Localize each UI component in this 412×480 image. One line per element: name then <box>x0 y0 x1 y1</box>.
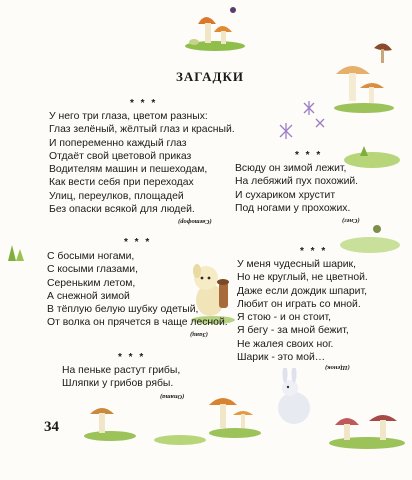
poem-line: А снежной зимой <box>47 290 130 302</box>
poem-line: От волка он прячется в чаще лесной. <box>47 317 228 329</box>
poem-line: Водителям машин и пешеходам, <box>49 164 208 176</box>
poem-line: Без опаски всякой для людей. <box>49 204 195 216</box>
mushrooms-top-illustration <box>180 2 250 52</box>
poem-line: У него три глаза, цветом разных: <box>49 111 208 122</box>
poem-line: Как вести себя при переходах <box>49 177 194 189</box>
hare-illustration <box>268 368 318 430</box>
poem-line: Даже если дождик шпарит, <box>237 285 367 297</box>
poem-line: С косыми глазами, <box>47 264 138 276</box>
riddle-5-answer: (Опята) <box>160 393 185 400</box>
poem-line: Всюду он зимой лежит, <box>235 163 347 174</box>
riddle-3-poem <box>47 250 228 330</box>
riddle-1-answer: (Светофор) <box>178 218 212 225</box>
riddle-3-stars: * * * <box>124 237 152 248</box>
grass-bottom-illustration <box>150 428 210 448</box>
riddle-2-stars: * * * <box>295 150 323 161</box>
riddle-2-answer: (Снег) <box>342 217 360 224</box>
riddle-5-stars: * * * <box>118 352 146 363</box>
poem-line: Любит он играть со мной. <box>237 298 361 310</box>
poem-line: Отдаёт свой цветовой приказ <box>49 150 192 162</box>
mushrooms-bottom-right-illustration <box>325 405 410 450</box>
snowflakes-illustration <box>270 95 330 140</box>
mushrooms-bottom-left-illustration <box>80 392 140 442</box>
poem-line: На лебяжий пух похожий. <box>235 176 359 188</box>
poem-line: На пеньке растут грибы, <box>62 365 181 376</box>
riddle-4-stars: * * * <box>300 246 328 257</box>
poem-line: С босыми ногами, <box>47 251 135 262</box>
riddle-2-poem <box>235 162 358 215</box>
poem-line: Шарик - это мой… <box>237 352 326 364</box>
poem-line: Я бегу - за мной бежит, <box>237 325 349 337</box>
riddle-4-poem <box>237 258 368 364</box>
riddle-1-poem <box>49 110 235 216</box>
grass-left-illustration <box>2 235 32 265</box>
poem-line: Под ногами у прохожих. <box>235 202 351 214</box>
mushroom-pair-illustration <box>330 40 400 115</box>
poem-line: Глаз зелёный, жёлтый глаз и красный. <box>49 124 235 136</box>
riddle-5-poem <box>62 364 180 391</box>
poem-line: У меня чудесный шарик, <box>237 259 356 270</box>
poem-line: Сереньким летом, <box>47 277 136 289</box>
poem-line: Шляпки у грибов рябы. <box>62 378 174 390</box>
poem-line: И сухариком хрустит <box>235 189 336 201</box>
page-title: ЗАГАДКИ <box>176 69 244 84</box>
mushrooms-bottom-center-illustration <box>205 385 265 440</box>
poem-line: В тёплую белую шубку одетый, <box>47 304 199 316</box>
poem-line: Я стою - и он стоит, <box>237 312 332 324</box>
riddle-1-stars: * * * <box>130 98 158 109</box>
poem-line: Не жалея своих ног. <box>237 338 334 350</box>
riddle-4-answer: (Щенок) <box>325 364 350 371</box>
poem-line: Улиц, переулков, площадей <box>49 190 184 202</box>
poem-line: Но не круглый, не цветной. <box>237 272 368 284</box>
poem-line: И попеременно каждый глаз <box>49 137 187 149</box>
page-number: 34 <box>44 419 59 435</box>
riddle-3-answer: (Заяц) <box>190 331 208 338</box>
